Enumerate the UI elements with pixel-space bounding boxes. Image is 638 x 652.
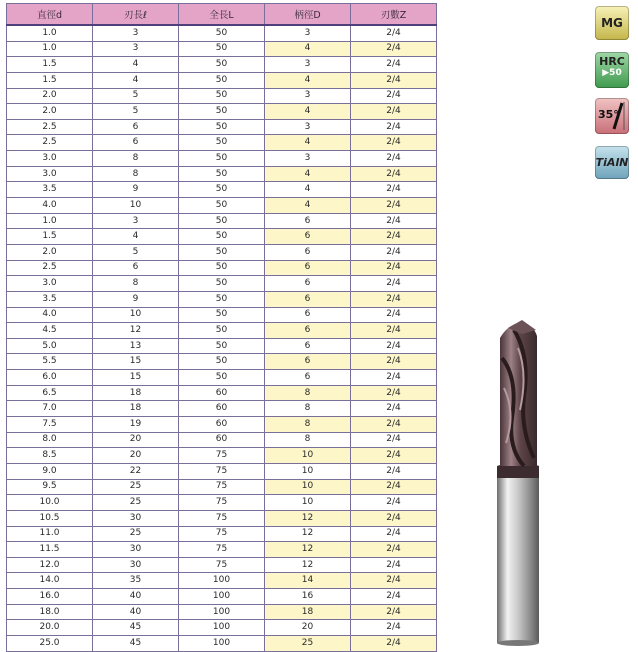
cell-flute-length: 25 — [93, 526, 179, 542]
cell-overall-length: 50 — [179, 166, 265, 182]
table-row — [7, 354, 437, 370]
cell-flutes: 2/4 — [351, 135, 437, 151]
cell-flute-length: 40 — [93, 604, 179, 620]
cell-overall-length: 75 — [179, 526, 265, 542]
cell-flutes: 2/4 — [351, 244, 437, 260]
table-row — [7, 213, 437, 229]
cell-flute-length: 30 — [93, 557, 179, 573]
cell-overall-length: 50 — [179, 307, 265, 323]
cell-overall-length: 100 — [179, 604, 265, 620]
cell-flute-length: 13 — [93, 338, 179, 354]
table-row — [7, 510, 437, 526]
cell-flutes: 2/4 — [351, 385, 437, 401]
cell-flutes: 2/4 — [351, 323, 437, 339]
cell-overall-length: 50 — [179, 291, 265, 307]
cell-flutes: 2/4 — [351, 557, 437, 573]
cell-shank-diameter: 4 — [265, 72, 351, 88]
cell-diameter: 8.5 — [7, 448, 93, 464]
cell-shank-diameter: 6 — [265, 276, 351, 292]
cell-shank-diameter: 6 — [265, 291, 351, 307]
cell-flute-length: 8 — [93, 276, 179, 292]
cell-diameter: 4.0 — [7, 198, 93, 214]
cell-flutes: 2/4 — [351, 119, 437, 135]
header-flutes: 刃數Z — [351, 4, 437, 26]
hardness-badge — [595, 52, 629, 88]
cell-shank-diameter: 6 — [265, 260, 351, 276]
table-row — [7, 41, 437, 57]
table-row — [7, 260, 437, 276]
cell-flutes: 2/4 — [351, 229, 437, 245]
table-row — [7, 198, 437, 214]
end-mill-image — [488, 318, 548, 648]
cell-flutes: 2/4 — [351, 526, 437, 542]
cell-diameter: 1.5 — [7, 57, 93, 73]
cell-diameter: 1.5 — [7, 72, 93, 88]
cell-diameter: 9.5 — [7, 479, 93, 495]
cell-shank-diameter: 25 — [265, 635, 351, 651]
cell-flute-length: 9 — [93, 291, 179, 307]
cell-overall-length: 50 — [179, 182, 265, 198]
cell-flute-length: 8 — [93, 151, 179, 167]
cell-flutes: 2/4 — [351, 57, 437, 73]
cell-shank-diameter: 3 — [265, 25, 351, 41]
cell-shank-diameter: 12 — [265, 542, 351, 558]
cell-diameter: 3.0 — [7, 276, 93, 292]
cell-flute-length: 25 — [93, 495, 179, 511]
cell-overall-length: 50 — [179, 370, 265, 386]
cell-overall-length: 60 — [179, 385, 265, 401]
table-row — [7, 479, 437, 495]
header-diameter: 直徑d — [7, 4, 93, 26]
cell-shank-diameter: 8 — [265, 385, 351, 401]
cell-diameter: 7.5 — [7, 417, 93, 433]
table-row — [7, 244, 437, 260]
cell-flute-length: 3 — [93, 41, 179, 57]
cell-flutes: 2/4 — [351, 338, 437, 354]
cell-flute-length: 4 — [93, 72, 179, 88]
cell-diameter: 12.0 — [7, 557, 93, 573]
table-row — [7, 182, 437, 198]
cell-flutes: 2/4 — [351, 495, 437, 511]
cell-diameter: 10.0 — [7, 495, 93, 511]
cell-overall-length: 50 — [179, 229, 265, 245]
cell-diameter: 1.0 — [7, 213, 93, 229]
cell-flutes: 2/4 — [351, 370, 437, 386]
cell-overall-length: 50 — [179, 323, 265, 339]
cell-overall-length: 50 — [179, 260, 265, 276]
cell-flutes: 2/4 — [351, 542, 437, 558]
coating-badge — [595, 146, 629, 179]
cell-shank-diameter: 12 — [265, 510, 351, 526]
cell-shank-diameter: 8 — [265, 401, 351, 417]
cell-diameter: 5.0 — [7, 338, 93, 354]
cell-diameter: 6.5 — [7, 385, 93, 401]
cell-diameter: 2.5 — [7, 260, 93, 276]
table-row — [7, 635, 437, 651]
header-overall-length: 全長L — [179, 4, 265, 26]
cell-overall-length: 50 — [179, 276, 265, 292]
cell-diameter: 16.0 — [7, 589, 93, 605]
table-body — [7, 25, 437, 651]
cell-flute-length: 12 — [93, 323, 179, 339]
cell-diameter: 11.0 — [7, 526, 93, 542]
cell-overall-length: 60 — [179, 401, 265, 417]
cell-flutes: 2/4 — [351, 182, 437, 198]
cell-overall-length: 60 — [179, 417, 265, 433]
cell-flutes: 2/4 — [351, 72, 437, 88]
cell-flutes: 2/4 — [351, 573, 437, 589]
table-row — [7, 229, 437, 245]
cell-diameter: 3.0 — [7, 166, 93, 182]
cell-diameter: 11.5 — [7, 542, 93, 558]
cell-flutes: 2/4 — [351, 589, 437, 605]
cell-diameter: 20.0 — [7, 620, 93, 636]
cell-flutes: 2/4 — [351, 448, 437, 464]
spec-table — [6, 3, 437, 652]
cell-diameter: 1.0 — [7, 25, 93, 41]
cell-shank-diameter: 6 — [265, 338, 351, 354]
cell-diameter: 2.0 — [7, 104, 93, 120]
cell-overall-length: 50 — [179, 72, 265, 88]
cell-overall-length: 50 — [179, 25, 265, 41]
cell-flute-length: 5 — [93, 88, 179, 104]
table-row — [7, 463, 437, 479]
cell-overall-length: 60 — [179, 432, 265, 448]
table-row — [7, 291, 437, 307]
cell-diameter: 3.5 — [7, 182, 93, 198]
cell-flutes: 2/4 — [351, 401, 437, 417]
cell-diameter: 18.0 — [7, 604, 93, 620]
cell-shank-diameter: 3 — [265, 119, 351, 135]
cell-diameter: 5.5 — [7, 354, 93, 370]
cell-shank-diameter: 3 — [265, 151, 351, 167]
cell-diameter: 10.5 — [7, 510, 93, 526]
cell-flutes: 2/4 — [351, 198, 437, 214]
material-badge-label: MG — [601, 16, 623, 30]
cell-shank-diameter: 4 — [265, 41, 351, 57]
cell-flutes: 2/4 — [351, 276, 437, 292]
cell-overall-length: 75 — [179, 557, 265, 573]
cell-flute-length: 20 — [93, 432, 179, 448]
cell-shank-diameter: 6 — [265, 354, 351, 370]
cell-shank-diameter: 20 — [265, 620, 351, 636]
cell-shank-diameter: 10 — [265, 495, 351, 511]
cell-flutes: 2/4 — [351, 604, 437, 620]
cell-flute-length: 20 — [93, 448, 179, 464]
cell-flutes: 2/4 — [351, 41, 437, 57]
cell-flutes: 2/4 — [351, 354, 437, 370]
cell-flute-length: 4 — [93, 57, 179, 73]
cell-overall-length: 50 — [179, 57, 265, 73]
table-row — [7, 542, 437, 558]
table-row — [7, 604, 437, 620]
cell-overall-length: 50 — [179, 198, 265, 214]
cell-diameter: 2.0 — [7, 88, 93, 104]
cell-flutes: 2/4 — [351, 291, 437, 307]
cell-shank-diameter: 6 — [265, 213, 351, 229]
cell-shank-diameter: 6 — [265, 323, 351, 339]
cell-diameter: 1.5 — [7, 229, 93, 245]
cell-flute-length: 35 — [93, 573, 179, 589]
cell-flutes: 2/4 — [351, 417, 437, 433]
header-shank-diameter: 柄徑D — [265, 4, 351, 26]
cell-overall-length: 50 — [179, 104, 265, 120]
cell-flutes: 2/4 — [351, 166, 437, 182]
table-row — [7, 432, 437, 448]
table-row — [7, 338, 437, 354]
cell-diameter: 3.5 — [7, 291, 93, 307]
cell-shank-diameter: 6 — [265, 244, 351, 260]
helix-angle-badge — [595, 98, 629, 134]
table-row — [7, 119, 437, 135]
cell-flutes: 2/4 — [351, 151, 437, 167]
cell-shank-diameter: 14 — [265, 573, 351, 589]
cell-flute-length: 6 — [93, 119, 179, 135]
table-row — [7, 307, 437, 323]
cell-flute-length: 19 — [93, 417, 179, 433]
table-row — [7, 72, 437, 88]
cell-flute-length: 10 — [93, 198, 179, 214]
table-row — [7, 385, 437, 401]
material-badge — [595, 6, 629, 40]
cell-shank-diameter: 16 — [265, 589, 351, 605]
cell-flutes: 2/4 — [351, 104, 437, 120]
cell-shank-diameter: 4 — [265, 166, 351, 182]
cell-flute-length: 3 — [93, 213, 179, 229]
cell-diameter: 8.0 — [7, 432, 93, 448]
cell-flute-length: 30 — [93, 542, 179, 558]
cell-overall-length: 100 — [179, 635, 265, 651]
cell-overall-length: 75 — [179, 510, 265, 526]
table-row — [7, 526, 437, 542]
cell-flutes: 2/4 — [351, 432, 437, 448]
cell-shank-diameter: 4 — [265, 135, 351, 151]
table-row — [7, 573, 437, 589]
cell-flute-length: 6 — [93, 260, 179, 276]
cell-diameter: 1.0 — [7, 41, 93, 57]
cell-flutes: 2/4 — [351, 510, 437, 526]
cell-shank-diameter: 4 — [265, 182, 351, 198]
cell-overall-length: 50 — [179, 41, 265, 57]
cell-flutes: 2/4 — [351, 463, 437, 479]
cell-flutes: 2/4 — [351, 25, 437, 41]
cell-overall-length: 50 — [179, 244, 265, 260]
table-row — [7, 401, 437, 417]
table-row — [7, 557, 437, 573]
cell-flute-length: 40 — [93, 589, 179, 605]
cell-shank-diameter: 4 — [265, 104, 351, 120]
cell-diameter: 25.0 — [7, 635, 93, 651]
cell-flute-length: 8 — [93, 166, 179, 182]
helix-angle-label: 35° — [598, 108, 619, 121]
cell-overall-length: 100 — [179, 620, 265, 636]
cell-shank-diameter: 6 — [265, 370, 351, 386]
table-row — [7, 166, 437, 182]
cell-shank-diameter: 8 — [265, 417, 351, 433]
cell-flutes: 2/4 — [351, 307, 437, 323]
cell-shank-diameter: 4 — [265, 198, 351, 214]
table-row — [7, 448, 437, 464]
cell-flutes: 2/4 — [351, 88, 437, 104]
hardness-badge-value: ▶50 — [602, 68, 622, 78]
cell-flute-length: 9 — [93, 182, 179, 198]
cell-overall-length: 75 — [179, 495, 265, 511]
cell-diameter: 7.0 — [7, 401, 93, 417]
cell-diameter: 2.5 — [7, 119, 93, 135]
cell-diameter: 2.5 — [7, 135, 93, 151]
cell-flute-length: 3 — [93, 25, 179, 41]
cell-overall-length: 50 — [179, 213, 265, 229]
cell-diameter: 6.0 — [7, 370, 93, 386]
cell-flutes: 2/4 — [351, 260, 437, 276]
cell-shank-diameter: 12 — [265, 526, 351, 542]
cell-flutes: 2/4 — [351, 479, 437, 495]
cell-flute-length: 25 — [93, 479, 179, 495]
cell-diameter: 2.0 — [7, 244, 93, 260]
cell-overall-length: 75 — [179, 448, 265, 464]
table-row — [7, 151, 437, 167]
cell-overall-length: 75 — [179, 542, 265, 558]
table-header-row — [7, 4, 437, 26]
cell-diameter: 4.0 — [7, 307, 93, 323]
cell-shank-diameter: 12 — [265, 557, 351, 573]
cell-overall-length: 50 — [179, 338, 265, 354]
cell-flute-length: 18 — [93, 401, 179, 417]
cell-shank-diameter: 10 — [265, 448, 351, 464]
table-row — [7, 620, 437, 636]
cell-flute-length: 18 — [93, 385, 179, 401]
cell-flute-length: 15 — [93, 354, 179, 370]
cell-overall-length: 50 — [179, 354, 265, 370]
cell-flute-length: 5 — [93, 104, 179, 120]
cell-overall-length: 100 — [179, 573, 265, 589]
cell-overall-length: 50 — [179, 88, 265, 104]
cell-diameter: 9.0 — [7, 463, 93, 479]
table-row — [7, 57, 437, 73]
table-row — [7, 589, 437, 605]
header-flute-length: 刃長ℓ — [93, 4, 179, 26]
cell-overall-length: 50 — [179, 119, 265, 135]
cell-shank-diameter: 6 — [265, 229, 351, 245]
table-row — [7, 135, 437, 151]
cell-flute-length: 45 — [93, 635, 179, 651]
cell-shank-diameter: 10 — [265, 479, 351, 495]
cell-overall-length: 75 — [179, 463, 265, 479]
cell-flute-length: 10 — [93, 307, 179, 323]
cell-flutes: 2/4 — [351, 635, 437, 651]
table-row — [7, 417, 437, 433]
cell-flute-length: 15 — [93, 370, 179, 386]
table-row — [7, 25, 437, 41]
cell-shank-diameter: 6 — [265, 307, 351, 323]
cell-shank-diameter: 3 — [265, 88, 351, 104]
cell-diameter: 3.0 — [7, 151, 93, 167]
cell-shank-diameter: 18 — [265, 604, 351, 620]
cell-flute-length: 30 — [93, 510, 179, 526]
cell-overall-length: 75 — [179, 479, 265, 495]
cell-shank-diameter: 3 — [265, 57, 351, 73]
table-row — [7, 88, 437, 104]
table-row — [7, 276, 437, 292]
cell-flute-length: 6 — [93, 135, 179, 151]
cell-flute-length: 4 — [93, 229, 179, 245]
cell-overall-length: 100 — [179, 589, 265, 605]
cell-overall-length: 50 — [179, 151, 265, 167]
cell-flutes: 2/4 — [351, 620, 437, 636]
cell-flute-length: 22 — [93, 463, 179, 479]
table-row — [7, 495, 437, 511]
cell-overall-length: 50 — [179, 135, 265, 151]
cell-flute-length: 5 — [93, 244, 179, 260]
hardness-badge-label: HRC — [599, 55, 625, 68]
cell-diameter: 4.5 — [7, 323, 93, 339]
cell-shank-diameter: 10 — [265, 463, 351, 479]
cell-shank-diameter: 8 — [265, 432, 351, 448]
coating-badge-label: TiAlN — [595, 156, 629, 169]
cell-flute-length: 45 — [93, 620, 179, 636]
cell-flutes: 2/4 — [351, 213, 437, 229]
table-row — [7, 323, 437, 339]
table-row — [7, 104, 437, 120]
table-row — [7, 370, 437, 386]
cell-diameter: 14.0 — [7, 573, 93, 589]
